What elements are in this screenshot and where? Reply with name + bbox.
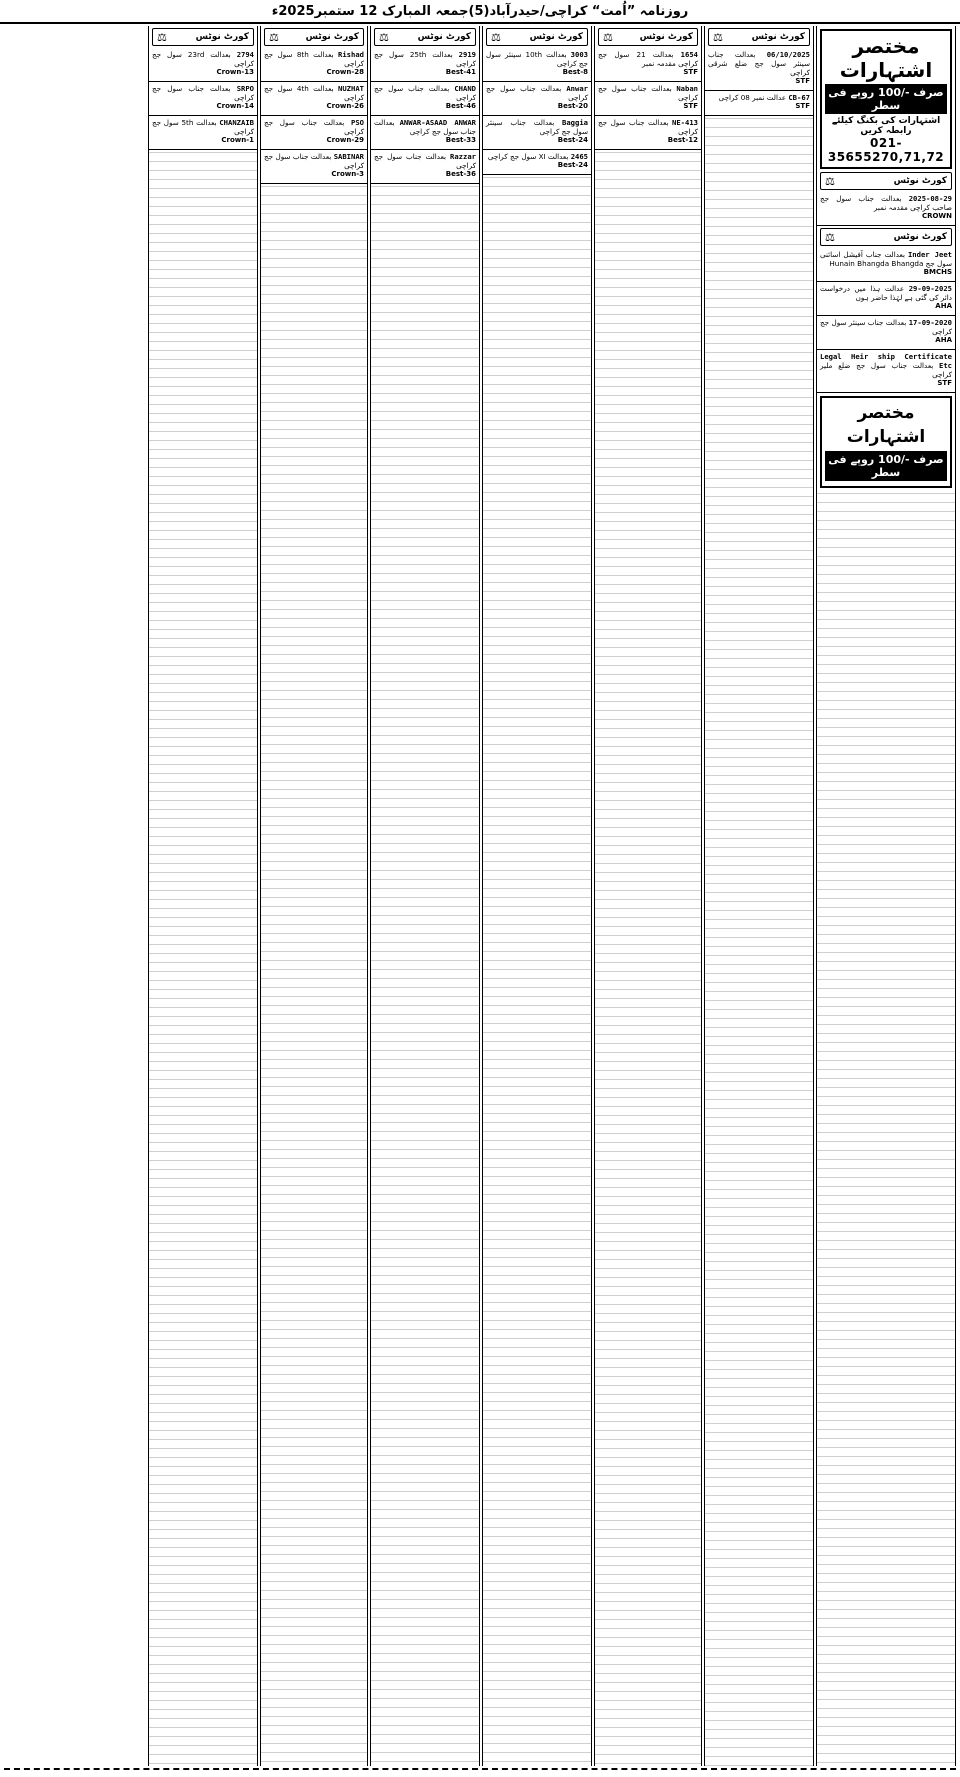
column-1 <box>816 26 956 1766</box>
column-2 <box>704 26 814 1766</box>
court-notice <box>483 116 591 150</box>
ad-booking: اشتہارات کی بکنگ کیلئے رابطہ کریں <box>831 116 941 136</box>
notice-text: بعدالت 23rd سول جج کراچی <box>152 50 254 68</box>
gavel-icon: ⚖ <box>491 30 501 44</box>
notice-text-block <box>371 184 479 1766</box>
notice-text: بعدالت جناب سول جج کراچی <box>152 84 254 102</box>
notice-signature: Crown-29 <box>326 136 364 144</box>
notice-text: بعدالت 5th سول جج کراچی <box>152 118 254 136</box>
court-notice <box>705 91 813 116</box>
notice-text: بعدالت 8th سول جج کراچی <box>264 50 364 68</box>
notice-ref: CHANZAIB <box>219 118 254 127</box>
notice-text: بعدالت XI سول جج کراچی <box>487 152 569 161</box>
notice-ref: SABINAR <box>333 152 364 161</box>
ad-phone: 021-35655270,71,72 <box>827 136 945 164</box>
court-notice <box>817 192 955 226</box>
notice-signature: Best-8 <box>562 68 588 76</box>
notice-signature: AHA <box>935 336 952 344</box>
column-header-label: کورٹ نوٹس <box>529 32 583 42</box>
notice-signature: Best-24 <box>557 136 588 144</box>
notice-text: بعدالت جناب سول جج ضلع ملیر کراچی <box>820 361 952 379</box>
notice-signature: STF <box>683 68 698 76</box>
gavel-icon: ⚖ <box>713 30 723 44</box>
court-notice <box>371 150 479 184</box>
gavel-icon: ⚖ <box>379 30 389 44</box>
notice-signature: AHA <box>935 302 952 310</box>
notice-signature: Crown-26 <box>326 102 364 110</box>
court-notice <box>817 282 955 316</box>
column-3 <box>594 26 702 1766</box>
court-notice <box>595 116 701 150</box>
column-header <box>152 28 254 46</box>
classified-ad-box <box>820 29 952 169</box>
notice-signature: Best-41 <box>445 68 476 76</box>
page-footer-rule <box>4 1768 956 1774</box>
court-notice <box>705 48 813 91</box>
notice-signature: CROWN <box>921 212 952 220</box>
court-notice <box>371 48 479 82</box>
gavel-icon: ⚖ <box>825 230 835 244</box>
ad2-rate: صرف -/100 روپے فی سطر <box>825 451 947 481</box>
notice-ref: Razzar <box>450 152 476 161</box>
court-notice <box>261 48 367 82</box>
notice-text: بعدالت جناب سول جج کراچی <box>486 84 588 102</box>
column-5 <box>370 26 480 1766</box>
notice-ref: CHAND <box>454 84 476 93</box>
notice-ref: 2794 <box>236 50 254 59</box>
court-notice <box>149 116 257 150</box>
gavel-icon: ⚖ <box>603 30 613 44</box>
notice-ref: Naban <box>676 84 698 93</box>
column-6 <box>260 26 368 1766</box>
court-notice <box>371 82 479 116</box>
notice-ref: NUZHAT <box>338 84 364 93</box>
notice-signature: BMCHS <box>923 268 952 276</box>
court-notice <box>261 82 367 116</box>
column-7 <box>148 26 258 1766</box>
notice-text: بعدالت جناب سول جج کراچی <box>374 118 476 136</box>
notice-text: بعدالت 21 سول جج کراچی مقدمہ نمبر <box>598 50 698 68</box>
notice-signature: Best-12 <box>667 136 698 144</box>
notice-ref: SRPO <box>236 84 254 93</box>
notice-text: بعدالت جناب سینئر سول جج کراچی <box>820 318 952 336</box>
column-header-label: کورٹ نوٹس <box>417 32 471 42</box>
notice-text: بعدالت جناب سینئر سول جج کراچی <box>486 118 588 136</box>
ad-rate: صرف -/100 روپے فی سطر <box>825 84 947 114</box>
notice-text: بعدالت 10th سینئر سول جج کراچی <box>486 50 588 68</box>
notice-ref: CB-67 <box>788 93 810 102</box>
notice-signature: Best-33 <box>445 136 476 144</box>
notice-signature: Crown-28 <box>326 68 364 76</box>
ad2-title: مختصر اشتہارات <box>846 403 926 447</box>
court-notice <box>261 150 367 184</box>
notice-signature: STF <box>937 379 952 387</box>
gavel-icon: ⚖ <box>825 174 835 188</box>
notice-signature: Best-36 <box>445 170 476 178</box>
court-notice <box>595 48 701 82</box>
newspaper-masthead <box>0 0 960 24</box>
column-header-label: کورٹ نوٹس <box>639 32 693 42</box>
masthead-text: روزنامہ ”اُمت“ کراچی/حیدرآباد(5)جمعہ المبارک 12 ستمبر2025ء <box>271 3 689 19</box>
notice-text: بعدالت 25th سول جج کراچی <box>374 50 476 68</box>
notice-text: بعدالت جناب سول جج کراچی <box>264 152 364 170</box>
notice-text: بعدالت 4th سول جج کراچی <box>264 84 364 102</box>
column-header <box>820 172 952 190</box>
notice-ref: 1654 <box>680 50 698 59</box>
notice-signature: STF <box>683 102 698 110</box>
notice-text: بعدالت جناب سول جج کراچی <box>374 152 476 170</box>
notice-text: عدالت ہذا میں درخواست دائر کی گئی ہے لہٰذا حاضر ہوں <box>820 284 952 302</box>
court-notice <box>483 82 591 116</box>
column-header-label: کورٹ نوٹس <box>893 232 947 242</box>
notice-signature: Crown-1 <box>221 136 254 144</box>
notice-ref: NE-413 <box>672 118 698 127</box>
notice-signature: Crown-13 <box>216 68 254 76</box>
gavel-icon: ⚖ <box>269 30 279 44</box>
column-header <box>264 28 364 46</box>
notice-text-block <box>817 491 955 1766</box>
notice-ref: 2465 <box>570 152 588 161</box>
notice-text: بعدالت جناب سول جج کراچی <box>598 118 698 136</box>
notice-text-block <box>149 150 257 1766</box>
notice-text: بعدالت جناب آفیشل اسائنی سول جج Hunain Bhangda Bhangda <box>820 250 952 268</box>
column-header-label: کورٹ نوٹس <box>751 32 805 42</box>
court-notice <box>149 82 257 116</box>
notice-ref: 29-09-2025 <box>908 284 952 293</box>
notice-text-block <box>595 150 701 1766</box>
court-notice <box>261 116 367 150</box>
notice-signature: Best-24 <box>557 161 588 169</box>
column-header-label: کورٹ نوٹس <box>893 176 947 186</box>
notice-ref: Legal Heir ship Certificate Etc <box>820 352 952 370</box>
column-header <box>374 28 476 46</box>
column-header <box>486 28 588 46</box>
column-header-label: کورٹ نوٹس <box>305 32 359 42</box>
notice-ref: 17-09-2020 <box>908 318 952 327</box>
notice-text: بعدالت جناب سول جج صاحب کراچی مقدمہ نمبر <box>820 194 952 212</box>
court-notice <box>817 316 955 350</box>
notice-ref: Baggia <box>562 118 588 127</box>
notice-text: بعدالت جناب سول جج کراچی <box>598 84 698 102</box>
court-notice <box>595 82 701 116</box>
classified-ad-box-secondary <box>820 396 952 488</box>
newspaper-page <box>4 26 956 1766</box>
court-notice <box>483 150 591 175</box>
court-notice <box>371 116 479 150</box>
notice-ref: 06/10/2025 <box>766 50 810 59</box>
column-header-label: کورٹ نوٹس <box>195 32 249 42</box>
notice-ref: ANWAR-ASAAD ANWAR <box>399 118 476 127</box>
notice-text: بعدالت جناب سول جج کراچی <box>264 118 364 136</box>
notice-ref: 3003 <box>570 50 588 59</box>
column-4 <box>482 26 592 1766</box>
court-notice <box>817 248 955 282</box>
notice-text-block <box>705 116 813 1766</box>
column-header <box>598 28 698 46</box>
notice-text: بعدالت جناب سینئر سول جج ضلع شرقی کراچی <box>708 50 810 77</box>
notice-ref: 2919 <box>458 50 476 59</box>
notice-ref: Rishad <box>338 50 364 59</box>
notice-text-block <box>483 175 591 1766</box>
gavel-icon: ⚖ <box>157 30 167 44</box>
court-notice <box>149 48 257 82</box>
column-header <box>708 28 810 46</box>
ad-title: مختصر اشتہارات <box>839 34 933 82</box>
notice-ref: Anwar <box>566 84 588 93</box>
notice-text: بعدالت جناب سول جج کراچی <box>374 84 476 102</box>
notice-signature: Best-20 <box>557 102 588 110</box>
notice-text: عدالت نمبر 08 کراچی <box>718 93 787 102</box>
notice-ref: PSO <box>351 118 364 127</box>
notice-text-block <box>261 184 367 1766</box>
notice-signature: Best-46 <box>445 102 476 110</box>
column-header <box>820 228 952 246</box>
notice-signature: STF <box>795 102 810 110</box>
notice-signature: STF <box>795 77 810 85</box>
notice-ref: 2025-08-29 <box>908 194 952 203</box>
court-notice <box>817 350 955 393</box>
notice-signature: Crown-14 <box>216 102 254 110</box>
court-notice <box>483 48 591 82</box>
notice-signature: Crown-3 <box>331 170 364 178</box>
notice-ref: Inder Jeet <box>907 250 952 259</box>
